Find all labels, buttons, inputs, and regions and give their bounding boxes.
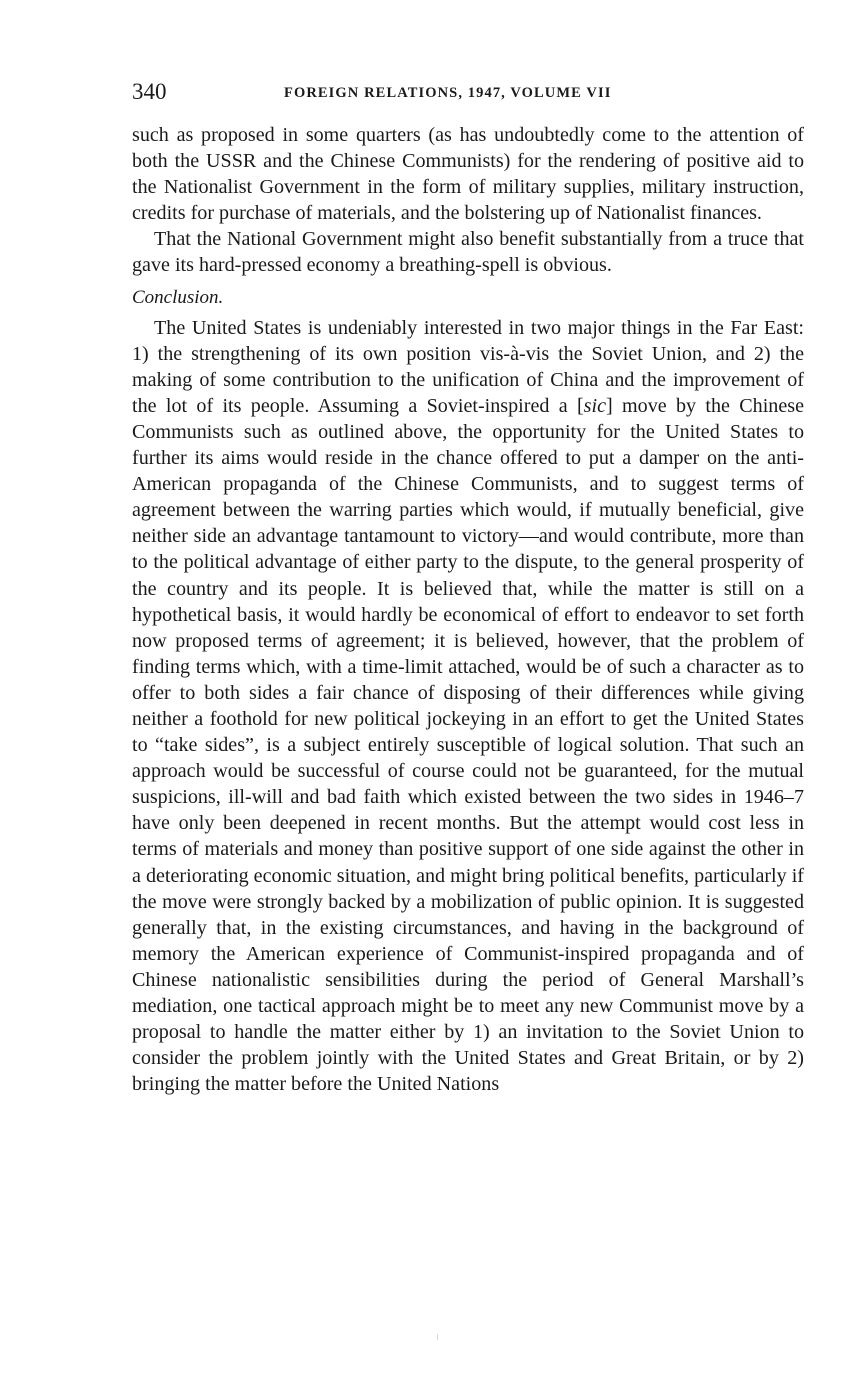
sic-annotation: sic xyxy=(583,394,606,417)
paragraph-truce: That the National Government might also benefit substantially from a truce that gave its hard-pressed economy a breathing-spell is obvious. xyxy=(132,228,804,277)
page-number: 340 xyxy=(132,79,167,104)
paragraph-conclusion-part-1: The United States is undeniably interested in two major things in the Far East: 1) the strengthening of its own position vis-à-vis the Soviet Union, and 2) the making of some contribution to the unification of China and the improvement of the lot of its people. Assuming a Soviet-inspired a [ xyxy=(132,316,804,417)
page-header xyxy=(132,78,804,108)
page-mark xyxy=(437,1334,438,1340)
paragraph-continued: such as proposed in some quarters (as has undoubtedly come to the attention of both the USSR and the Chinese Communists) for the rendering of positive aid to the Nationalist Government in the form of military supplies, military instruction, credits for purchase of materials, and the bolstering up of Nationalist finances. xyxy=(132,124,804,225)
running-head: FOREIGN RELATIONS, 1947, VOLUME VII xyxy=(284,85,612,101)
section-heading-conclusion: Conclusion. xyxy=(132,286,224,308)
paragraph-conclusion-part-2: ] move by the Chinese Communists such as outlined above, the opportunity for the United States to further its aims would reside in the chance offered to put a damper on the anti-American propaganda of the Chinese Communists, and to suggest terms of agreement between the warring parties which would, if mutually beneficial, give neither side an advantage tantamount to victory—and would contribute, more than to the political advantage of either party to the dispute, to the general prosperity of the country and its people. It is believed that, while the matter is still on a hypothetical basis, it would hardly be economical of effort to endeavor to set forth now proposed terms of agreement; it is believed, however, that the problem of finding terms which, with a time-limit attached, would be of such a character as to offer to both sides a fair chance of disposing of their differences while giving neither a foothold for new political jockeying in an effort to get the United States to “take sides”, is a subject entirely susceptible of logical solution. That such an approach would be successful of course could not be guaranteed, for the mutual suspicions, ill-will and bad faith which existed between the two sides in 1946–7 have only been deepened in recent months. But the attempt would cost less in terms of materials and money than positive support of one side against the other in a deteriorating economic situation, and might bring political benefits, particularly if the move were strongly backed by a mobilization of public opinion. It is suggested generally that, in the existing circumstances, and having in the background of memory the American experience of Communist-inspired propaganda and of Chinese nationalistic sensibilities during the period of General Marshall’s mediation, one tactical approach might be to meet any new Communist move by a proposal to handle the matter either by 1) an invitation to the Soviet Union to consider the problem jointly with the United States and Great Britain, or by 2) bringing the matter before the United Nations xyxy=(132,394,804,1096)
document-body xyxy=(132,122,804,1097)
paragraph-conclusion xyxy=(132,315,804,1098)
